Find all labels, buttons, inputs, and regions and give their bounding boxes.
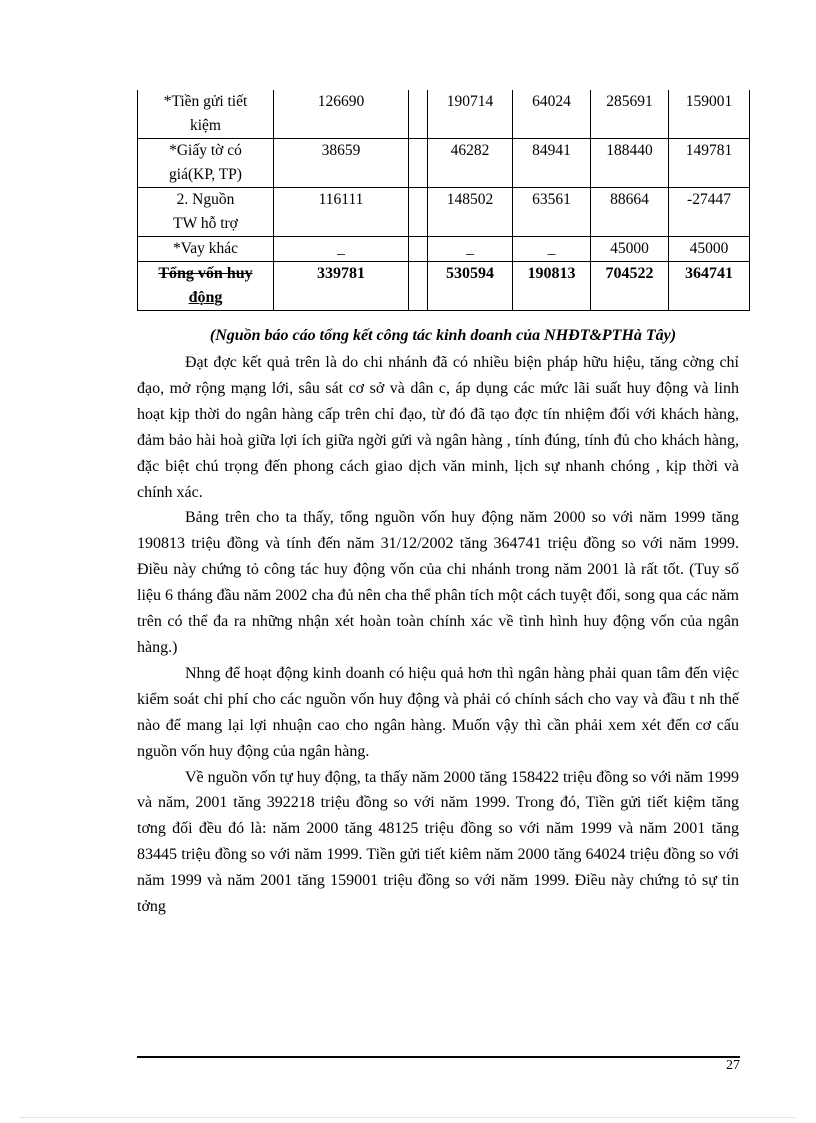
table-cell [409,237,428,262]
row-label [138,262,274,311]
table-row [138,188,750,237]
source-note: (Nguồn báo cáo tổng kết công tác kinh doanh của NHĐT&PTHà Tây) [209,327,677,344]
table-cell: _ [274,237,409,262]
table-row [138,237,750,262]
row-label-line: *Giấy tờ có [169,142,242,159]
footer-rule [137,1056,740,1058]
table-cell: _ [428,237,513,262]
table-cell: 159001 [669,90,750,139]
table-cell: 63561 [513,188,591,237]
table-cell: 38659 [274,139,409,188]
table-cell: -27447 [669,188,750,237]
table-cell: 45000 [591,237,669,262]
table-cell: 148502 [428,188,513,237]
table-cell: 84941 [513,139,591,188]
row-label-line: động [188,289,223,306]
row-label-line: 2. Nguồn [176,191,235,208]
table-cell: 364741 [669,262,750,311]
page-edge [20,1117,796,1118]
paragraph: Bảng trên cho ta thấy, tổng nguồn vốn huy động năm 2000 so với năm 1999 tăng 190813 triệu đồng và tính đến năm 31/12/2002 tăng 364741 triệu đồng so với năm 1999. Điều này chứng tỏ công tác huy động vốn của chi nhánh trong năm 2001 là rất tốt. (Tuy số liệu 6 tháng đầu năm 2002 cha đủ nên cha thể phân tích một cách tuyệt đối, song qua các năm trên có thể đa ra những nhận xét hoàn toàn chính xác về tình hình huy động vốn của ngân hàng.) [137,509,739,656]
table-cell: 116111 [274,188,409,237]
row-label-line: *Vay khác [173,240,238,257]
row-label [138,188,274,237]
table-cell: 190714 [428,90,513,139]
page-number: 27 [726,1058,740,1073]
row-label-line: kiệm [190,117,221,134]
table-cell: 188440 [591,139,669,188]
paragraph: Về nguồn vốn tự huy động, ta thấy năm 2000 tăng 158422 triệu đồng so với năm 1999 và năm, 2001 tăng 392218 triệu đồng so với năm 1999. Trong đó, Tiền gửi tiết kiệm tăng tơng đối đều đó là: năm 2000 tăng 48125 triệu đồng so với năm 1999 và năm 2001 tăng 83445 triệu đồng so với năm 1999. Tiền gửi tiết kiêm năm 2000 tăng 64024 triệu đồng so với năm 1999 và năm 2001 tăng 159001 triệu đồng so với năm 1999. Điều này chứng tỏ sự tin tởng [137,768,739,916]
row-label-line: giá(KP, TP) [169,166,242,183]
row-label [138,237,274,262]
table-cell: 126690 [274,90,409,139]
table-cell: 190813 [513,262,591,311]
body-text [137,350,739,920]
table-cell: 704522 [591,262,669,311]
table-cell: 46282 [428,139,513,188]
table-row [138,262,750,311]
paragraph: Đạt đợc kết quả trên là do chi nhánh đã có nhiều biện pháp hữu hiệu, tăng cờng chỉ đạo, mở rộng mạng lới, sâu sát cơ sở và dân c, áp dụng các mức lãi suất huy động và linh hoạt kịp thời do ngân hàng cấp trên chỉ đạo, từ đó đã tạo đợc tín nhiệm đối với khách hàng, đảm bảo hài hoà giữa lợi ích giữa ngời gửi và ngân hàng , tính đúng, tính đủ cho khách hàng, đặc biệt chú trọng đến phong cách giao dịch văn minh, lịch sự nhanh chóng , kịp thời và chính xác. [137,354,739,501]
row-label [138,139,274,188]
table-cell: 285691 [591,90,669,139]
table-cell: 339781 [274,262,409,311]
row-label [138,90,274,139]
table-cell: 149781 [669,139,750,188]
table-cell: 64024 [513,90,591,139]
table-cell: 530594 [428,262,513,311]
table-cell: 88664 [591,188,669,237]
table-row [138,139,750,188]
table-cell [409,139,428,188]
table-cell [409,188,428,237]
table-cell [409,262,428,311]
table-cell: 45000 [669,237,750,262]
table-cell: _ [513,237,591,262]
table-row [138,90,750,139]
row-label-line: TW hỗ trợ [173,215,238,232]
row-label-line: *Tiền gửi tiết [163,93,248,110]
capital-table [137,90,750,311]
table-cell [409,90,428,139]
paragraph: Nhng để hoạt động kinh doanh có hiệu quả hơn thì ngân hàng phải quan tâm đến việc kiểm soát chi phí cho các nguồn vốn huy động và phải có chính sách cho vay và đầu t nh thế nào để mang lại lợi nhuận cao cho ngân hàng. Muốn vậy thì cần phải xem xét đến cơ cấu nguồn vốn huy động của ngân hàng. [137,664,739,760]
row-label-line: Tổng vốn huy [158,265,253,282]
